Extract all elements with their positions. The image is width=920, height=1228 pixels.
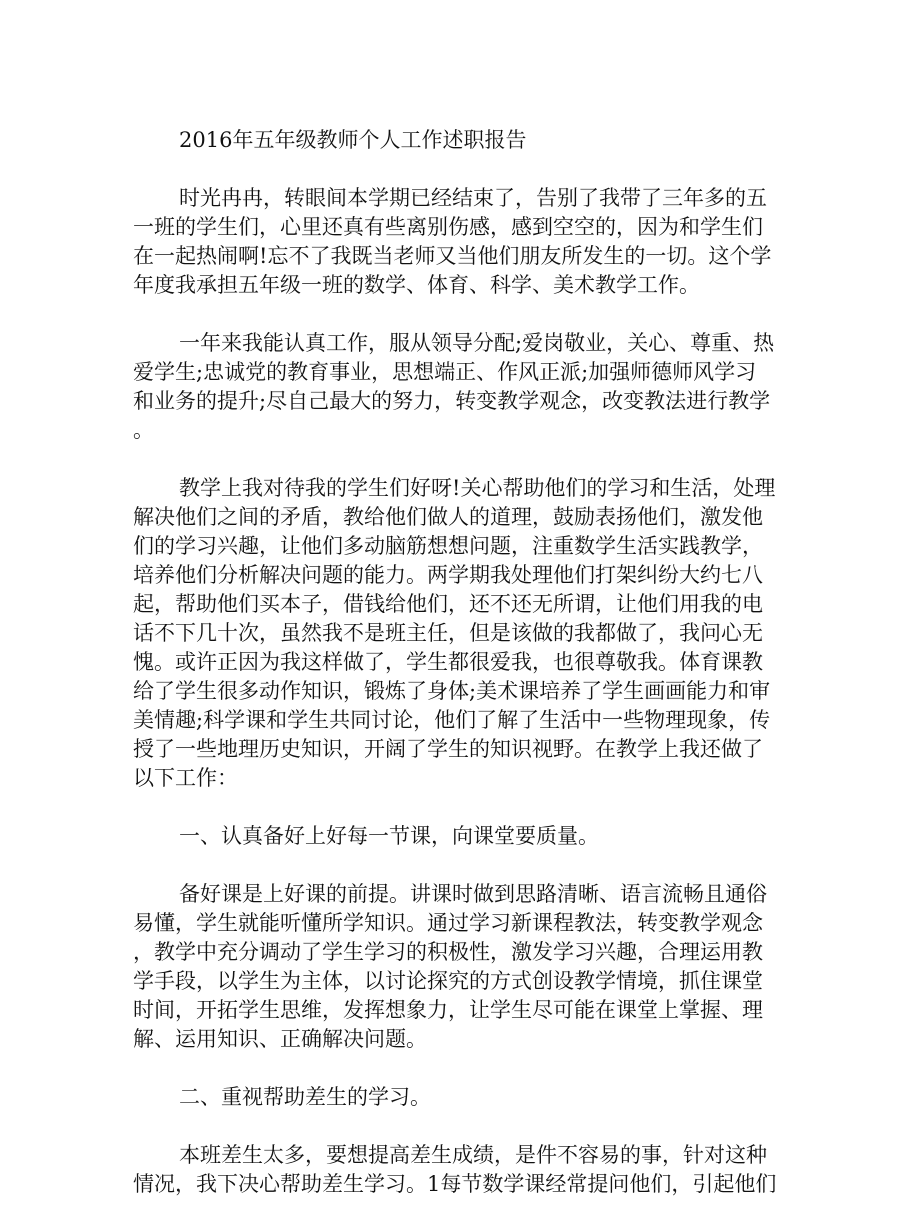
paragraph-line: 易懂，学生就能听懂所学知识。通过学习新课程教法，转变教学观念 [133, 911, 763, 935]
paragraph [133, 1083, 833, 1112]
paragraph [133, 329, 833, 445]
document-body [133, 184, 833, 1199]
paragraph-line: 爱学生;忠诚党的教育事业，思想端正、作风正派;加强师德师风学习 [133, 360, 757, 384]
paragraph-line: 时光冉冉，转眼间本学期已经结束了，告别了我带了三年多的五 [179, 186, 767, 210]
paragraph-line: 给了学生很多动作知识，锻炼了身体;美术课培养了学生画画能力和审 [133, 679, 771, 703]
paragraph-line: 教学上我对待我的学生们好呀!关心帮助他们的学习和生活，处理 [179, 476, 776, 500]
paragraph-line: 培养他们分析解决问题的能力。两学期我处理他们打架纠纷大约七八 [133, 563, 763, 587]
paragraph-line: 愧。或许正因为我这样做了，学生都很爱我，也很尊敬我。体育课教 [133, 650, 763, 674]
paragraph-line: 一班的学生们，心里还真有些离别伤感，感到空空的，因为和学生们 [133, 215, 763, 239]
title-text: 2016年五年级教师个人工作述职报告 [179, 128, 527, 152]
paragraph-line: 美情趣;科学课和学生共同讨论，他们了解了生活中一些物理现象，传 [133, 708, 771, 732]
document-page [133, 126, 833, 1228]
paragraph [133, 1141, 833, 1199]
paragraph-line: 本班差生太多，要想提高差生成绩，是件不容易的事，针对这种 [179, 1143, 767, 1167]
paragraph-line: 和业务的提升;尽自己最大的努力，转变教学观念，改变教法进行教学 [133, 389, 771, 413]
paragraph-line: 一、认真备好上好每一节课，向课堂要质量。 [179, 824, 599, 848]
paragraph-line: 。 [133, 418, 154, 442]
paragraph-line: 起，帮助他们买本子，借钱给他们，还不还无所谓，让他们用我的电 [133, 592, 763, 616]
paragraph-line: ，教学中充分调动了学生学习的积极性，激发学习兴趣，合理运用教 [133, 940, 763, 964]
paragraph-line: 情况，我下决心帮助差生学习。1每节数学课经常提问他们，引起他们 [133, 1172, 777, 1196]
paragraph-line: 在一起热闹啊!忘不了我既当老师又当他们朋友所发生的一切。这个学 [133, 244, 772, 268]
paragraph-line: 们的学习兴趣，让他们多动脑筋想想问题，注重数学生活实践教学， [133, 534, 763, 558]
paragraph-line: 授了一些地理历史知识，开阔了学生的知识视野。在教学上我还做了 [133, 737, 763, 761]
paragraph-line: 一年来我能认真工作，服从领导分配;爱岗敬业，关心、尊重、热 [179, 331, 775, 355]
paragraph [133, 822, 833, 851]
paragraph-line: 解、运用知识、正确解决问题。 [133, 1027, 427, 1051]
paragraph-line: 备好课是上好课的前提。讲课时做到思路清晰、语言流畅且通俗 [179, 882, 767, 906]
paragraph-line: 年度我承担五年级一班的数学、体育、科学、美术教学工作。 [133, 273, 700, 297]
paragraph-line: 话不下几十次，虽然我不是班主任，但是该做的我都做了，我问心无 [133, 621, 763, 645]
document-title [133, 126, 833, 155]
paragraph-line: 学手段，以学生为主体，以讨论探究的方式创设教学情境，抓住课堂 [133, 969, 763, 993]
paragraph-line: 时间，开拓学生思维，发挥想象力，让学生尽可能在课堂上掌握、理 [133, 998, 763, 1022]
paragraph [133, 474, 833, 793]
paragraph-line: 解决他们之间的矛盾，教给他们做人的道理，鼓励表扬他们，激发他 [133, 505, 763, 529]
paragraph-line: 以下工作： [133, 766, 238, 790]
paragraph-line: 二、重视帮助差生的学习。 [179, 1085, 431, 1109]
paragraph [133, 880, 833, 1054]
paragraph [133, 184, 833, 300]
